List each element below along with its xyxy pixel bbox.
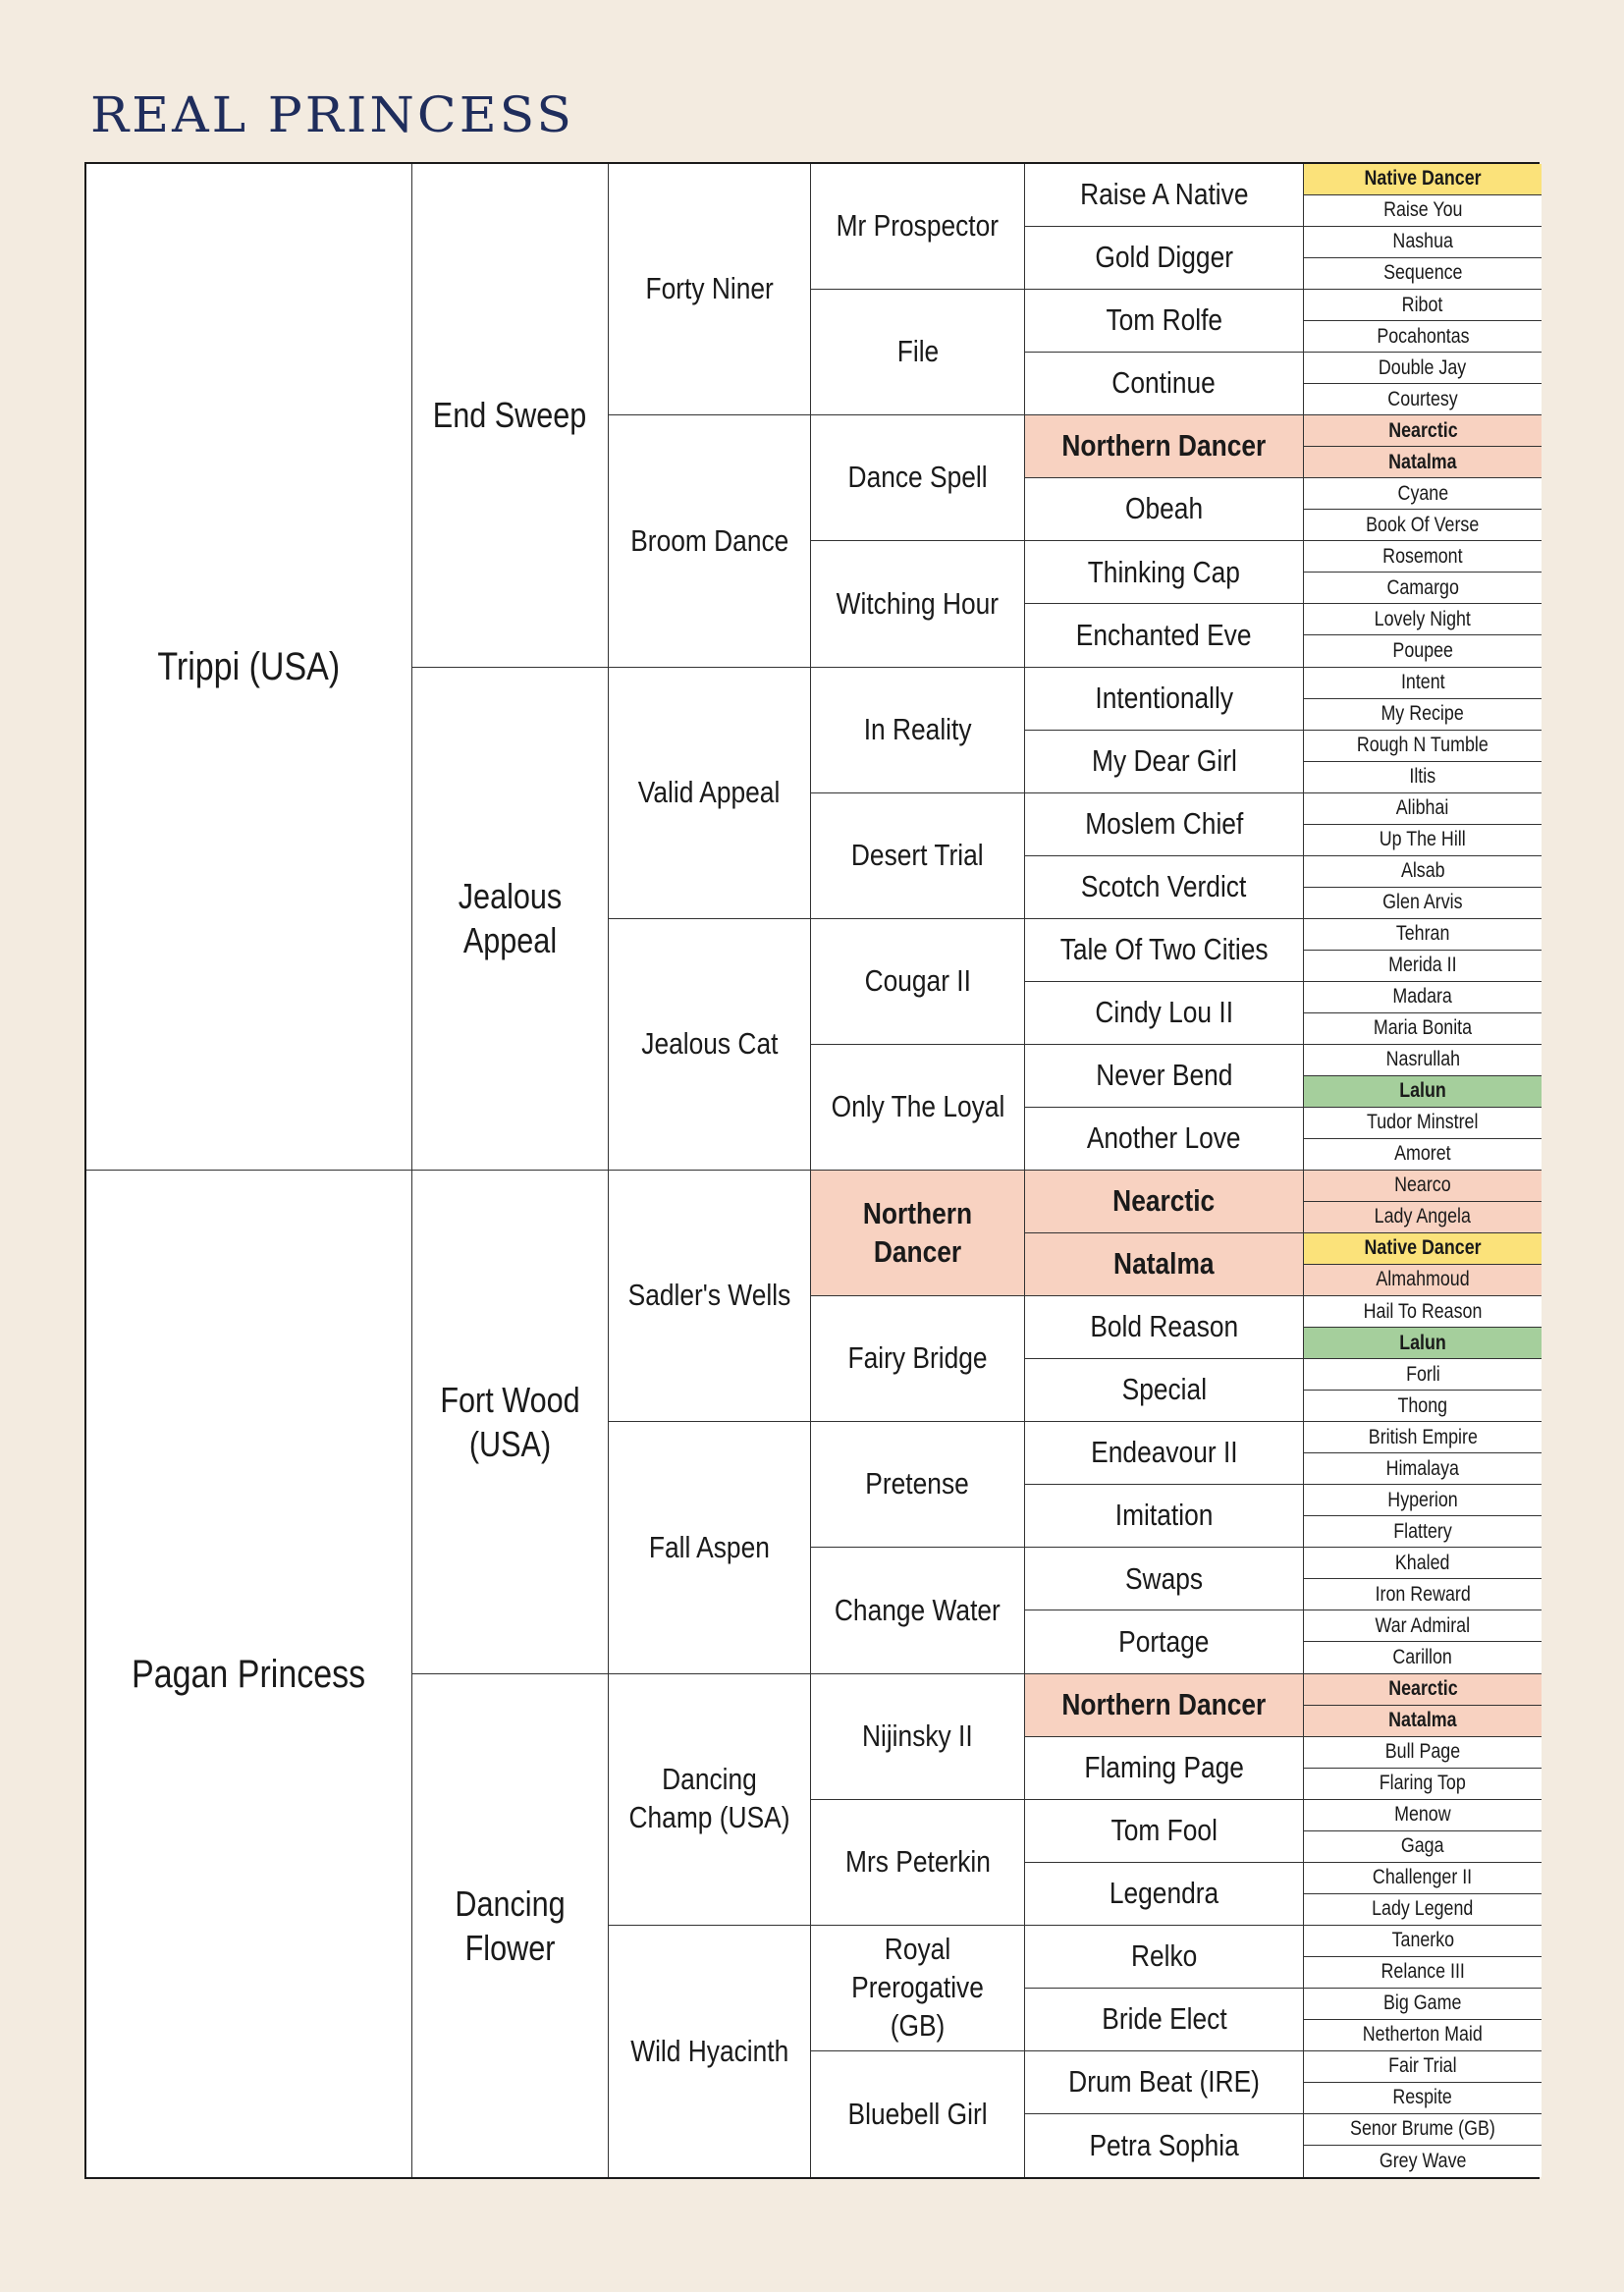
horse-name: Rough N Tumble xyxy=(1357,733,1489,756)
horse-name: Hail To Reason xyxy=(1363,1299,1483,1323)
horse-name: Mr Prospector xyxy=(836,208,1000,244)
pedigree-cell-gen6 xyxy=(1304,1296,1542,1328)
pedigree-cell-gen5 xyxy=(1025,1359,1304,1422)
pedigree-cell-gen5 xyxy=(1025,1863,1304,1926)
horse-name: Alsab xyxy=(1400,859,1445,883)
horse-name: Double Jay xyxy=(1379,355,1467,379)
pedigree-cell-gen5 xyxy=(1025,1233,1304,1296)
pedigree-cell-gen4 xyxy=(811,415,1025,541)
pedigree-cell-gen6 xyxy=(1304,1957,1542,1989)
pedigree-cell-gen6 xyxy=(1304,1108,1542,1139)
horse-name: Iltis xyxy=(1409,764,1436,788)
horse-name: Special xyxy=(1121,1372,1207,1407)
pedigree-cell-gen6 xyxy=(1304,384,1542,415)
horse-name: Lady Legend xyxy=(1372,1897,1474,1921)
pedigree-cell-gen5 xyxy=(1025,1989,1304,2051)
pedigree-cell-gen6 xyxy=(1304,321,1542,353)
horse-name: Northern Dancer xyxy=(1061,428,1267,464)
pedigree-cell-gen1 xyxy=(86,164,412,1171)
pedigree-cell-gen3 xyxy=(609,919,811,1171)
horse-name: Merida II xyxy=(1388,954,1457,977)
horse-name: Khaled xyxy=(1395,1551,1450,1574)
pedigree-cell-gen6 xyxy=(1304,1642,1542,1673)
horse-name: Thong xyxy=(1397,1393,1448,1417)
pedigree-cell-gen5 xyxy=(1025,1296,1304,1359)
pedigree-cell-gen6 xyxy=(1304,1139,1542,1171)
pedigree-cell-gen6 xyxy=(1304,1233,1542,1265)
pedigree-cell-gen6 xyxy=(1304,353,1542,384)
horse-name: Natalma xyxy=(1113,1246,1215,1282)
horse-name: Fort Wood (USA) xyxy=(440,1379,580,1464)
horse-name: Pagan Princess xyxy=(132,1652,366,1696)
pedigree-cell-gen6 xyxy=(1304,1610,1542,1642)
pedigree-cell-gen5 xyxy=(1025,1610,1304,1673)
pedigree-cell-gen6 xyxy=(1304,2083,1542,2114)
horse-name: Gold Digger xyxy=(1095,240,1233,275)
horse-name: Jealous Cat xyxy=(640,1026,779,1061)
horse-name: British Empire xyxy=(1368,1425,1478,1448)
pedigree-cell-gen6 xyxy=(1304,510,1542,541)
pedigree-cell-gen4 xyxy=(811,1800,1025,1926)
pedigree-cell-gen5 xyxy=(1025,1674,1304,1737)
page-title: REAL PRINCESS xyxy=(90,87,574,144)
pedigree-cell-gen6 xyxy=(1304,1894,1542,1926)
pedigree-cell-gen3 xyxy=(609,668,811,919)
pedigree-cell-gen6 xyxy=(1304,856,1542,888)
pedigree-cell-gen6 xyxy=(1304,1674,1542,1706)
pedigree-cell-gen5 xyxy=(1025,353,1304,415)
pedigree-cell-gen6 xyxy=(1304,1328,1542,1359)
pedigree-cell-gen6 xyxy=(1304,478,1542,510)
horse-name: Senor Brume (GB) xyxy=(1350,2117,1495,2141)
horse-name: Alibhai xyxy=(1396,796,1449,820)
horse-name: Dancing Champ (USA) xyxy=(628,1762,790,1835)
pedigree-cell-gen5 xyxy=(1025,1171,1304,1233)
horse-name: Native Dancer xyxy=(1364,1236,1482,1260)
horse-name: Gaga xyxy=(1401,1834,1444,1858)
horse-name: Relance III xyxy=(1380,1960,1465,1984)
pedigree-cell-gen6 xyxy=(1304,825,1542,856)
horse-name: Desert Trial xyxy=(851,837,984,872)
horse-name: Madara xyxy=(1392,985,1453,1009)
horse-name: Camargo xyxy=(1386,575,1459,599)
pedigree-cell-gen6 xyxy=(1304,258,1542,290)
horse-name: Nashua xyxy=(1392,230,1453,253)
horse-name: Valid Appeal xyxy=(638,774,781,809)
horse-name: Trippi (USA) xyxy=(157,645,341,688)
horse-name: Legendra xyxy=(1109,1875,1219,1910)
horse-name: Continue xyxy=(1111,365,1217,401)
horse-name: My Dear Girl xyxy=(1091,742,1237,778)
horse-name: Nearctic xyxy=(1387,418,1458,442)
pedigree-cell-gen6 xyxy=(1304,2146,1542,2177)
horse-name: Change Water xyxy=(835,1592,1001,1627)
horse-name: Wild Hyacinth xyxy=(629,2033,789,2068)
pedigree-cell-gen4 xyxy=(811,1296,1025,1422)
horse-name: Northern Dancer xyxy=(1061,1686,1267,1721)
pedigree-cell-gen6 xyxy=(1304,1202,1542,1233)
horse-name: Moslem Chief xyxy=(1084,805,1244,841)
pedigree-cell-gen3 xyxy=(609,415,811,667)
pedigree-cell-gen6 xyxy=(1304,1737,1542,1769)
horse-name: Bride Elect xyxy=(1101,2000,1227,2036)
horse-name: Flaming Page xyxy=(1084,1749,1244,1784)
pedigree-cell-gen6 xyxy=(1304,1926,1542,1957)
pedigree-cell-gen5 xyxy=(1025,1800,1304,1863)
horse-name: Drum Beat (IRE) xyxy=(1068,2064,1260,2100)
horse-name: Intentionally xyxy=(1095,680,1233,715)
pedigree-cell-gen5 xyxy=(1025,1108,1304,1171)
pedigree-cell-gen6 xyxy=(1304,951,1542,982)
pedigree-cell-gen5 xyxy=(1025,2114,1304,2177)
horse-name: Jealous Appeal xyxy=(458,876,563,961)
pedigree-cell-gen6 xyxy=(1304,164,1542,195)
pedigree-cell-gen6 xyxy=(1304,1989,1542,2020)
horse-name: Nearco xyxy=(1394,1173,1451,1197)
pedigree-cell-gen5 xyxy=(1025,604,1304,667)
pedigree-cell-gen4 xyxy=(811,919,1025,1045)
horse-name: Tale Of Two Cities xyxy=(1059,931,1269,966)
pedigree-cell-gen4 xyxy=(811,2051,1025,2177)
pedigree-cell-gen5 xyxy=(1025,1737,1304,1800)
horse-name: Swaps xyxy=(1124,1560,1204,1596)
pedigree-cell-gen5 xyxy=(1025,982,1304,1045)
horse-name: Petra Sophia xyxy=(1089,2127,1239,2162)
pedigree-cell-gen2 xyxy=(412,164,609,668)
horse-name: Grey Wave xyxy=(1379,2149,1467,2172)
horse-name: Tom Rolfe xyxy=(1106,302,1222,338)
pedigree-cell-gen6 xyxy=(1304,982,1542,1013)
horse-name: File xyxy=(896,334,939,369)
pedigree-cell-gen6 xyxy=(1304,1706,1542,1737)
horse-name: Respite xyxy=(1392,2086,1453,2109)
horse-name: Flaring Top xyxy=(1379,1771,1466,1794)
horse-name: Himalaya xyxy=(1385,1456,1460,1480)
horse-name: Tudor Minstrel xyxy=(1367,1111,1479,1134)
horse-name: Bull Page xyxy=(1384,1739,1461,1763)
pedigree-cell-gen5 xyxy=(1025,731,1304,793)
pedigree-cell-gen2 xyxy=(412,668,609,1172)
pedigree-cell-gen6 xyxy=(1304,1453,1542,1485)
horse-name: Maria Bonita xyxy=(1373,1016,1473,1040)
pedigree-cell-gen5 xyxy=(1025,2051,1304,2114)
horse-name: Thinking Cap xyxy=(1087,554,1241,589)
pedigree-cell-gen6 xyxy=(1304,573,1542,604)
pedigree-cell-gen4 xyxy=(811,1422,1025,1548)
horse-name: Big Game xyxy=(1383,1992,1462,2015)
horse-name: Poupee xyxy=(1392,638,1453,662)
pedigree-cell-gen5 xyxy=(1025,1926,1304,1989)
pedigree-cell-gen6 xyxy=(1304,1769,1542,1800)
horse-name: Natalma xyxy=(1388,450,1457,473)
pedigree-cell-gen6 xyxy=(1304,1045,1542,1076)
pedigree-cell-gen6 xyxy=(1304,1422,1542,1453)
pedigree-cell-gen6 xyxy=(1304,1013,1542,1045)
pedigree-cell-gen6 xyxy=(1304,604,1542,635)
pedigree-cell-gen6 xyxy=(1304,1391,1542,1422)
horse-name: Never Bend xyxy=(1095,1058,1233,1093)
pedigree-cell-gen5 xyxy=(1025,415,1304,478)
horse-name: Cougar II xyxy=(864,962,971,998)
pedigree-cell-gen6 xyxy=(1304,1265,1542,1296)
pedigree-cell-gen6 xyxy=(1304,1516,1542,1548)
horse-name: Bluebell Girl xyxy=(847,2096,988,2131)
pedigree-cell-gen6 xyxy=(1304,731,1542,762)
pedigree-cell-gen6 xyxy=(1304,447,1542,478)
horse-name: Broom Dance xyxy=(629,522,789,558)
pedigree-cell-gen3 xyxy=(609,1422,811,1673)
pedigree-cell-gen6 xyxy=(1304,762,1542,793)
horse-name: Bold Reason xyxy=(1090,1309,1238,1344)
horse-name: Hyperion xyxy=(1387,1488,1458,1511)
horse-name: Fall Aspen xyxy=(648,1529,771,1564)
horse-name: Up The Hill xyxy=(1380,828,1466,851)
horse-name: Cindy Lou II xyxy=(1095,994,1233,1029)
horse-name: Tom Fool xyxy=(1110,1812,1218,1847)
horse-name: Forty Niner xyxy=(645,271,774,306)
pedigree-cell-gen4 xyxy=(811,668,1025,793)
pedigree-cell-gen6 xyxy=(1304,635,1542,667)
pedigree-cell-gen5 xyxy=(1025,668,1304,731)
pedigree-cell-gen5 xyxy=(1025,478,1304,541)
horse-name: End Sweep xyxy=(433,395,587,436)
horse-name: Endeavour II xyxy=(1090,1435,1238,1470)
pedigree-cell-gen6 xyxy=(1304,1863,1542,1894)
horse-name: Scotch Verdict xyxy=(1081,868,1247,903)
horse-name: Lovely Night xyxy=(1374,607,1472,630)
pedigree-cell-gen6 xyxy=(1304,2020,1542,2051)
horse-name: Fair Trial xyxy=(1388,2054,1457,2078)
pedigree-cell-gen6 xyxy=(1304,1579,1542,1610)
horse-name: Royal Prerogative (GB) xyxy=(851,1932,984,2043)
pedigree-cell-gen5 xyxy=(1025,1045,1304,1108)
pedigree-cell-gen4 xyxy=(811,793,1025,919)
pedigree-cell-gen5 xyxy=(1025,1485,1304,1548)
pedigree-cell-gen5 xyxy=(1025,541,1304,604)
horse-name: Witching Hour xyxy=(836,585,1000,621)
pedigree-cell-gen4 xyxy=(811,290,1025,415)
horse-name: Mrs Peterkin xyxy=(844,1843,991,1879)
horse-name: Nearctic xyxy=(1112,1183,1216,1219)
horse-name: Netherton Maid xyxy=(1362,2023,1484,2046)
horse-name: Sequence xyxy=(1382,261,1463,285)
horse-name: Portage xyxy=(1118,1623,1210,1659)
pedigree-cell-gen6 xyxy=(1304,1800,1542,1831)
pedigree-cell-gen6 xyxy=(1304,1171,1542,1202)
pedigree-cell-gen6 xyxy=(1304,919,1542,951)
pedigree-cell-gen2 xyxy=(412,1171,609,1674)
pedigree-cell-gen6 xyxy=(1304,227,1542,258)
pedigree-cell-gen6 xyxy=(1304,2051,1542,2083)
horse-name: Nasrullah xyxy=(1385,1048,1460,1071)
horse-name: Tanerko xyxy=(1391,1929,1454,1952)
horse-name: In Reality xyxy=(863,711,972,746)
horse-name: Fairy Bridge xyxy=(847,1340,988,1376)
horse-name: Northern Dancer xyxy=(862,1195,973,1269)
horse-name: War Admiral xyxy=(1375,1613,1471,1637)
horse-name: Iron Reward xyxy=(1375,1582,1471,1606)
pedigree-cell-gen6 xyxy=(1304,1485,1542,1516)
pedigree-cell-gen6 xyxy=(1304,1359,1542,1391)
horse-name: Menow xyxy=(1394,1803,1451,1827)
horse-name: Book Of Verse xyxy=(1366,513,1480,536)
pedigree-cell-gen3 xyxy=(609,164,811,415)
horse-name: Another Love xyxy=(1087,1120,1241,1156)
horse-name: Courtesy xyxy=(1387,387,1458,410)
pedigree-cell-gen4 xyxy=(811,1171,1025,1296)
horse-name: Lady Angela xyxy=(1374,1205,1472,1228)
pedigree-cell-gen5 xyxy=(1025,919,1304,982)
pedigree-cell-gen5 xyxy=(1025,1548,1304,1610)
horse-name: Lalun xyxy=(1399,1331,1446,1354)
pedigree-cell-gen4 xyxy=(811,164,1025,290)
pedigree-cell-gen3 xyxy=(609,1171,811,1422)
horse-name: Nijinsky II xyxy=(862,1718,973,1753)
horse-name: Relko xyxy=(1130,1937,1198,1973)
pedigree-cell-gen3 xyxy=(609,1674,811,1926)
pedigree-cell-gen6 xyxy=(1304,699,1542,731)
horse-name: Natalma xyxy=(1388,1708,1457,1731)
pedigree-cell-gen6 xyxy=(1304,290,1542,321)
pedigree-cell-gen4 xyxy=(811,1674,1025,1800)
horse-name: Sadler's Wells xyxy=(627,1278,791,1313)
pedigree-cell-gen4 xyxy=(811,1045,1025,1171)
horse-name: Nearctic xyxy=(1387,1676,1458,1700)
horse-name: Cyane xyxy=(1397,481,1448,505)
pedigree-cell-gen1 xyxy=(86,1171,412,2177)
pedigree-cell-gen6 xyxy=(1304,1076,1542,1108)
pedigree-cell-gen5 xyxy=(1025,164,1304,227)
pedigree-cell-gen4 xyxy=(811,1548,1025,1673)
horse-name: Amoret xyxy=(1394,1142,1451,1166)
pedigree-cell-gen5 xyxy=(1025,793,1304,856)
horse-name: Rosemont xyxy=(1382,544,1463,568)
pedigree-cell-gen6 xyxy=(1304,541,1542,573)
pedigree-cell-gen3 xyxy=(609,1926,811,2177)
horse-name: Pocahontas xyxy=(1376,324,1470,348)
horse-name: Raise A Native xyxy=(1079,177,1249,212)
horse-name: Only The Loyal xyxy=(831,1089,1004,1124)
horse-name: Ribot xyxy=(1402,293,1443,316)
pedigree-cell-gen6 xyxy=(1304,888,1542,919)
horse-name: Forli xyxy=(1405,1362,1440,1386)
horse-name: Imitation xyxy=(1114,1498,1214,1533)
horse-name: Challenger II xyxy=(1373,1866,1473,1889)
pedigree-cell-gen5 xyxy=(1025,1422,1304,1485)
horse-name: Lalun xyxy=(1399,1079,1446,1103)
pedigree-cell-gen5 xyxy=(1025,290,1304,353)
horse-name: Intent xyxy=(1400,670,1445,693)
pedigree-cell-gen2 xyxy=(412,1674,609,2178)
horse-name: Flattery xyxy=(1393,1519,1452,1543)
horse-name: My Recipe xyxy=(1380,701,1465,725)
pedigree-cell-gen6 xyxy=(1304,1831,1542,1863)
horse-name: Carillon xyxy=(1392,1645,1453,1668)
pedigree-cell-gen6 xyxy=(1304,668,1542,699)
pedigree-cell-gen4 xyxy=(811,541,1025,667)
pedigree-cell-gen6 xyxy=(1304,2114,1542,2146)
horse-name: Glen Arvis xyxy=(1382,891,1463,914)
pedigree-cell-gen6 xyxy=(1304,415,1542,447)
horse-name: Enchanted Eve xyxy=(1076,617,1252,652)
pedigree-cell-gen6 xyxy=(1304,1548,1542,1579)
pedigree-cell-gen5 xyxy=(1025,856,1304,919)
pedigree-cell-gen6 xyxy=(1304,793,1542,825)
horse-name: Pretense xyxy=(865,1466,970,1501)
pedigree-chart xyxy=(84,162,1540,2179)
horse-name: Native Dancer xyxy=(1364,167,1482,191)
horse-name: Tehran xyxy=(1395,922,1450,946)
horse-name: Dancing Flower xyxy=(455,1883,566,1968)
pedigree-cell-gen6 xyxy=(1304,195,1542,227)
pedigree-cell-gen5 xyxy=(1025,227,1304,290)
horse-name: Dance Spell xyxy=(847,460,988,495)
horse-name: Almahmoud xyxy=(1376,1268,1470,1291)
horse-name: Raise You xyxy=(1382,198,1463,222)
pedigree-cell-gen4 xyxy=(811,1926,1025,2051)
horse-name: Obeah xyxy=(1124,491,1204,526)
